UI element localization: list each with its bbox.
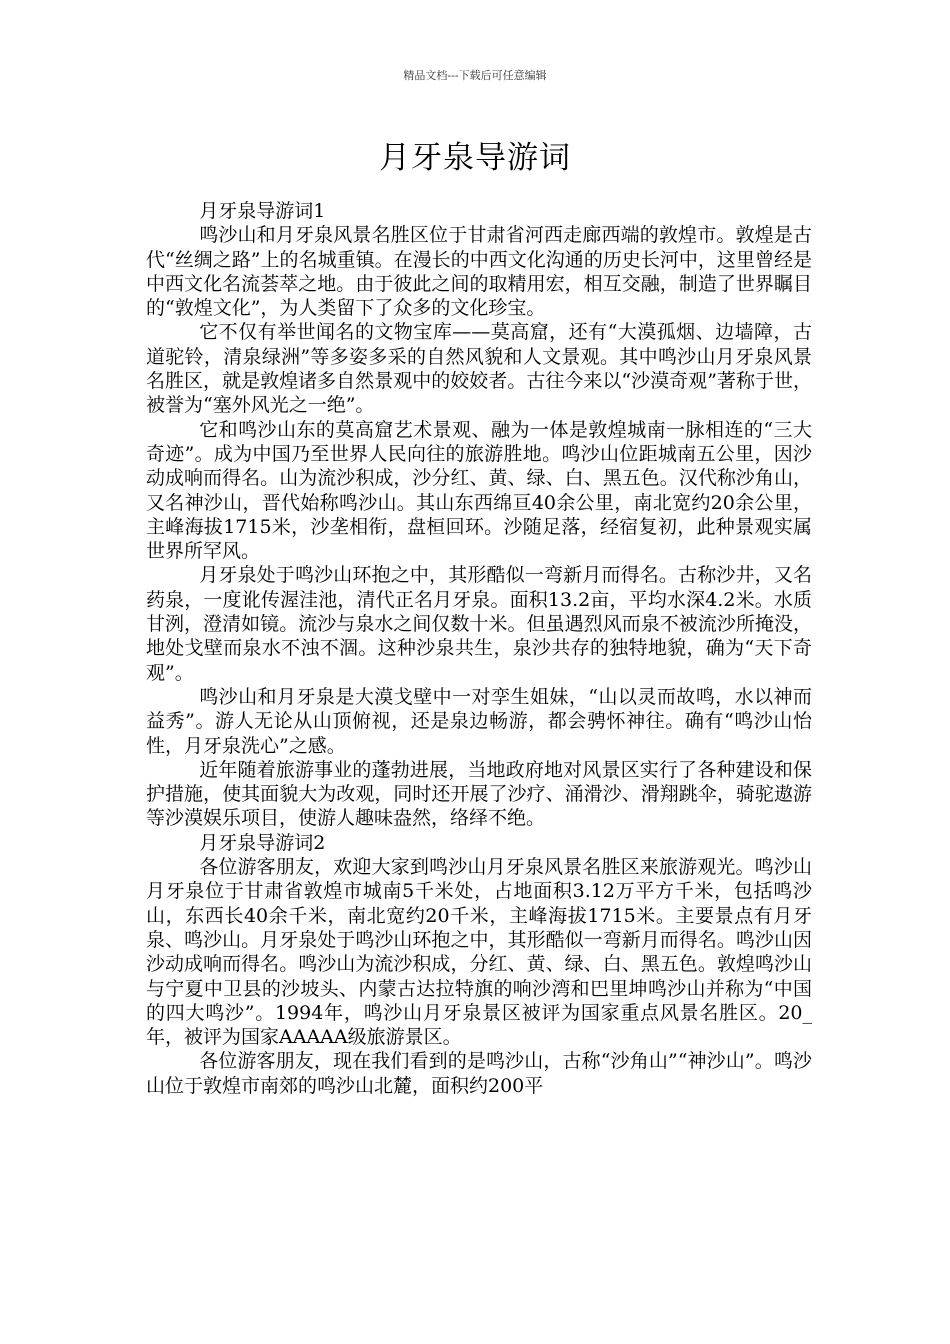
section-heading-1: 月牙泉导游词1 bbox=[199, 200, 326, 222]
document-title: 月牙泉导游词 bbox=[379, 140, 571, 176]
document-body bbox=[146, 199, 812, 1098]
section-heading-2: 月牙泉导游词2 bbox=[199, 831, 326, 854]
body-paragraph: 鸣沙山和月牙泉是大漠戈壁中一对孪生姐妹，“山以灵而故鸣，水以神而益秀”。游人无论从山顶俯视，还是泉边畅游，都会骋怀神往。确有“鸣沙山怡性，月牙泉洗心”之感。 bbox=[146, 685, 812, 757]
page-header-note: 精品文档---下载后可任意编辑 bbox=[403, 69, 547, 82]
body-paragraph: 鸣沙山和月牙泉风景名胜区位于甘肃省河西走廊西端的敦煌市。敦煌是古代“丝绸之路”上的名城重镇。在漫长的中西文化沟通的历史长河中，这里曾经是中西文化名流荟萃之地。由于彼此之间的取精用宏，相互交融，制造了世界瞩目的“敦煌文化”，为人类留下了众多的文化珍宝。 bbox=[146, 224, 812, 320]
body-paragraph: 近年随着旅游事业的蓬勃进展，当地政府地对风景区实行了各种建设和保护措施，使其面貌大为改观，同时还开展了沙疗、涌滑沙、滑翔跳伞，骑驼遨游等沙漠娱乐项目，使游人趣味盎然，络绎不绝。 bbox=[146, 758, 812, 830]
body-paragraph: 它不仅有举世闻名的文物宝库——莫高窟，还有“大漠孤烟、边墙障，古道驼铃，清泉绿洲”等多姿多采的自然风貌和人文景观。其中鸣沙山月牙泉风景名胜区，就是敦煌诸多自然景观中的姣姣者。古往今来以“沙漠奇观”著称于世，被誉为“塞外风光之一绝”。 bbox=[146, 321, 812, 417]
body-paragraph: 各位游客朋友，现在我们看到的是鸣沙山，古称“沙角山”“神沙山”。鸣沙山位于敦煌市南郊的鸣沙山北麓，面积约200平 bbox=[146, 1050, 812, 1097]
body-paragraph: 月牙泉处于鸣沙山环抱之中，其形酷似一弯新月而得名。古称沙井，又名药泉，一度讹传渥洼池，清代正名月牙泉。面积13.2亩，平均水深4.2米。水质甘洌，澄清如镜。流沙与泉水之间仅数十米。但虽遇烈风而泉不被流沙所掩没，地处戈壁而泉水不浊不涸。这种沙泉共生，泉沙共存的独特地貌，确为“天下奇观”。 bbox=[146, 564, 812, 684]
body-paragraph: 它和鸣沙山东的莫高窟艺术景观、融为一体是敦煌城南一脉相连的“三大奇迹”。成为中国乃至世界人民向往的旅游胜地。鸣沙山位距城南五公里，因沙动成响而得名。山为流沙积成，沙分红、黄、绿、白、黑五色。汉代称沙角山，又名神沙山，晋代始称鸣沙山。其山东西绵亘40余公里，南北宽约20余公里，主峰海拔1715米，沙垄相衔，盘桓回环。沙随足落，经宿复初，此种景观实属世界所罕风。 bbox=[146, 418, 812, 563]
body-paragraph: 各位游客朋友，欢迎大家到鸣沙山月牙泉风景名胜区来旅游观光。鸣沙山月牙泉位于甘肃省敦煌市城南5千米处，占地面积3.12万平方千米，包括鸣沙山，东西长40余千米，南北宽约20千米，主峰海拔1715米。主要景点有月牙泉、鸣沙山。月牙泉处于鸣沙山环抱之中，其形酷似一弯新月而得名。鸣沙山因沙动成响而得名。鸣沙山为流沙积成，分红、黄、绿、白、黑五色。敦煌鸣沙山与宁夏中卫县的沙坡头、内蒙古达拉特旗的响沙湾和巴里坤鸣沙山并称为“中国的四大鸣沙”。1994年，鸣沙山月牙泉景区被评为国家重点风景名胜区。20_年，被评为国家AAAAA级旅游景区。 bbox=[146, 856, 812, 1049]
